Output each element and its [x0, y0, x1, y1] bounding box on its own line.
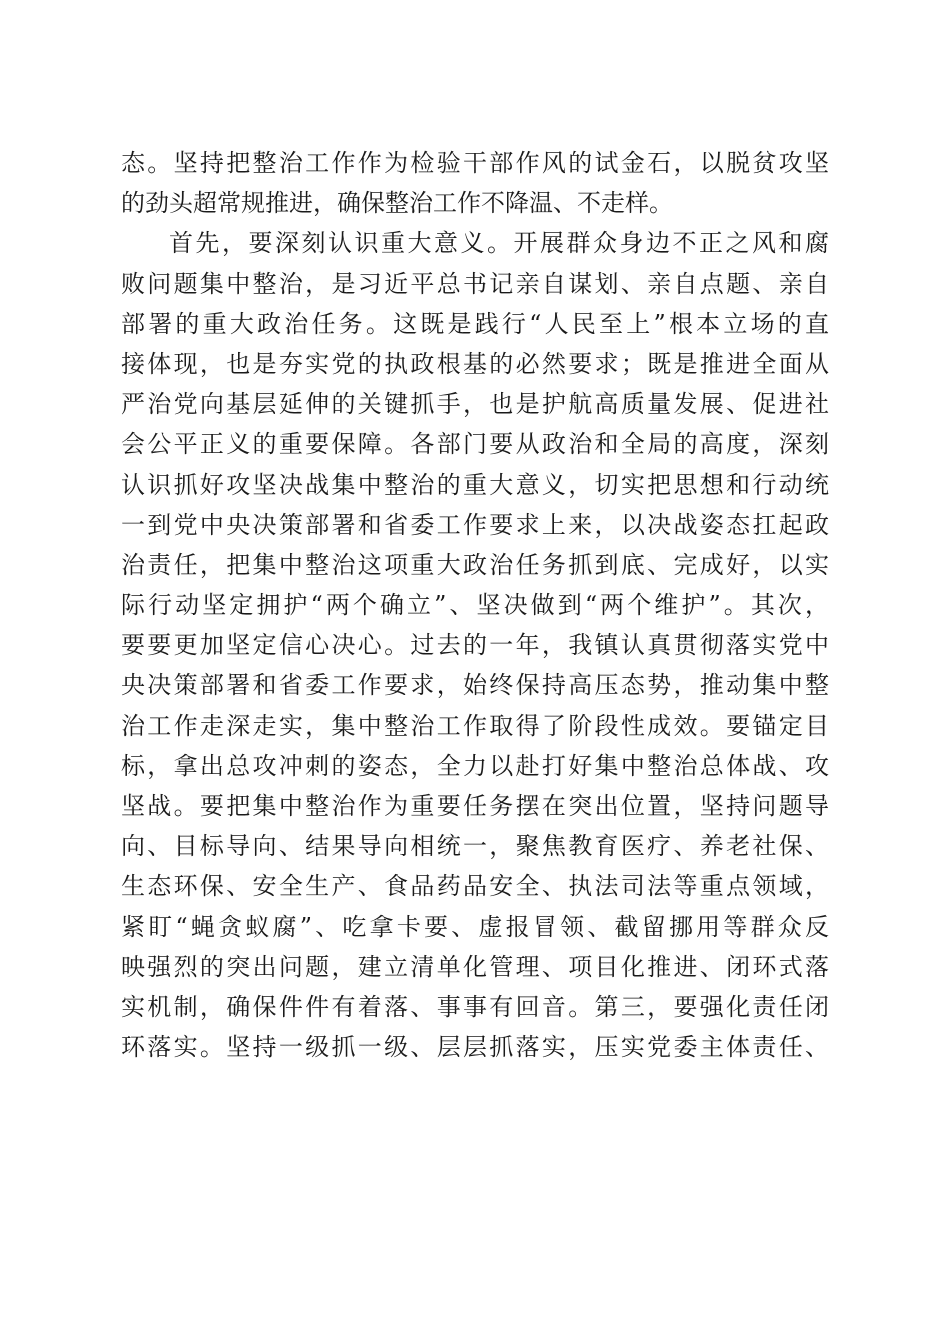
text-line-6: 接体现，也是夯实党的执政根基的必然要求；既是推进全面从 — [121, 349, 829, 378]
text-line-10: 一到党中央决策部署和省委工作要求上来，以决战姿态扛起政 — [121, 510, 829, 539]
text-line-16: 标，拿出总攻冲刺的姿态，全力以赴打好集中整治总体战、攻 — [121, 751, 829, 780]
text-line-11: 治责任，把集中整治这项重大政治任务抓到底、完成好，以实 — [121, 550, 829, 579]
text-line-7: 严治党向基层延伸的关键抓手，也是护航高质量发展、促进社 — [121, 390, 829, 419]
text-line-3: 首先，要深刻认识重大意义。开展群众身边不正之风和腐 — [169, 229, 829, 258]
text-line-14: 央决策部署和省委工作要求，始终保持高压态势，推动集中整 — [121, 671, 829, 700]
text-line-9: 认识抓好攻坚决战集中整治的重大意义，切实把思想和行动统 — [121, 470, 829, 499]
text-line-12: 际行动坚定拥护“两个确立”、坚决做到“两个维护”。其次， — [121, 591, 829, 620]
body-text — [121, 143, 829, 1067]
text-line-13: 要要更加坚定信心决心。过去的一年，我镇认真贯彻落实党中 — [121, 631, 829, 660]
text-line-15: 治工作走深走实，集中整治工作取得了阶段性成效。要锚定目 — [121, 711, 829, 740]
text-line-20: 紧盯“蝇贪蚁腐”、吃拿卡要、虚报冒领、截留挪用等群众反 — [121, 912, 829, 941]
text-line-18: 向、目标导向、结果导向相统一，聚焦教育医疗、养老社保、 — [121, 832, 829, 861]
text-line-19: 生态环保、安全生产、食品药品安全、执法司法等重点领域， — [121, 872, 829, 901]
text-line-17: 坚战。要把集中整治作为重要任务摆在突出位置，坚持问题导 — [121, 792, 829, 820]
text-line-23: 环落实。坚持一级抓一级、层层抓落实，压实党委主体责任、 — [121, 1033, 829, 1062]
text-line-22: 实机制，确保件件有着落、事事有回音。第三，要强化责任闭 — [121, 992, 829, 1021]
text-line-5: 部署的重大政治任务。这既是践行“人民至上”根本立场的直 — [121, 309, 829, 338]
text-line-8: 会公平正义的重要保障。各部门要从政治和全局的高度，深刻 — [121, 430, 829, 459]
text-line-1: 态。坚持把整治工作作为检验干部作风的试金石，以脱贫攻坚 — [121, 149, 829, 177]
text-line-21: 映强烈的突出问题，建立清单化管理、项目化推进、闭环式落 — [121, 952, 829, 981]
text-line-4: 败问题集中整治，是习近平总书记亲自谋划、亲自点题、亲自 — [121, 269, 829, 298]
text-line-2: 的劲头超常规推进，确保整治工作不降温、不走样。 — [121, 189, 673, 218]
